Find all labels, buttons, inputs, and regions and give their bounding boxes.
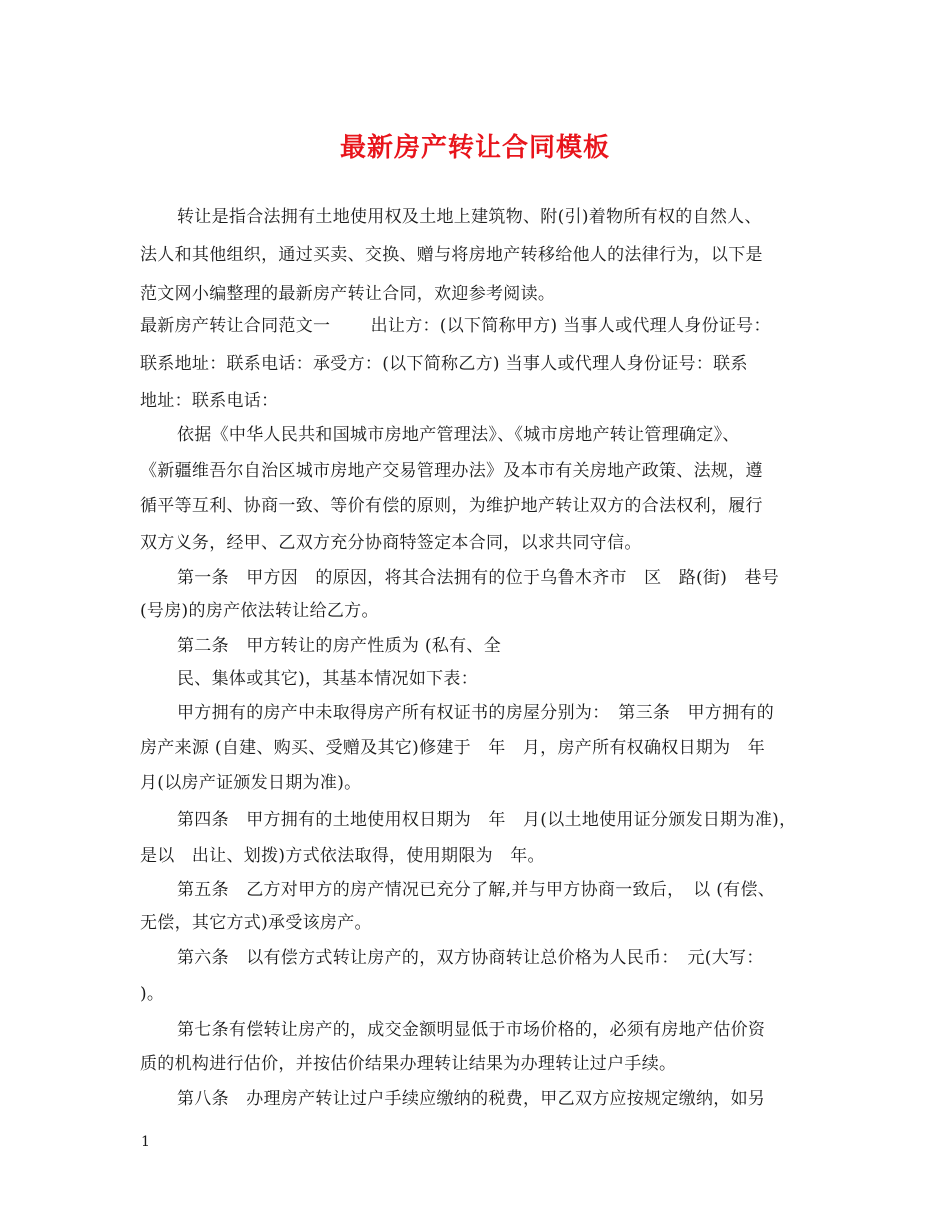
body-line: 范文网小编整理的最新房产转让合同，欢迎参考阅读。	[140, 284, 556, 304]
body-line: 第八条 办理房产转让过户手续应缴纳的税费，甲乙双方应按规定缴纳，如另	[177, 1089, 766, 1109]
body-line: 《新疆维吾尔自治区城市房地产交易管理办法》及本市有关房地产政策、法规，遵	[140, 461, 763, 481]
body-line: 第二条 甲方转让的房产性质为 (私有、全	[177, 636, 502, 656]
body-line: 第五条 乙方对甲方的房产情况已充分了解,并与甲方协商一致后， 以 (有偿、	[177, 880, 776, 900]
body-line: 月(以房产证颁发日期为准)。	[140, 773, 362, 793]
body-line: 转让是指合法拥有土地使用权及土地上建筑物、附(引)着物所有权的自然人、	[177, 207, 762, 227]
body-line: 是以 出让、划拨)方式依法取得，使用期限为 年。	[140, 846, 545, 866]
body-line: 民、集体或其它)，其基本情况如下表：	[177, 669, 479, 689]
body-line: 双方义务，经甲、乙双方充分协商特签定本合同，以求共同守信。	[140, 533, 642, 553]
body-line: 质的机构进行估价，并按估价结果办理转让结果为办理转让过户手续。	[140, 1054, 677, 1074]
body-line: 循平等互利、协商一致、等价有偿的原则，为维护地产转让双方的合法权利，履行	[140, 496, 763, 516]
body-line: 联系地址：联系电话：承受方：(以下简称乙方) 当事人或代理人身份证号：联系	[140, 354, 748, 374]
document-title: 最新房产转让合同模板	[339, 133, 610, 163]
body-line: (号房)的房产依法转让给乙方。	[140, 601, 379, 621]
body-line: 房产来源 (自建、购买、受赠及其它)修建于 年 月，房产所有权确权日期为 年	[140, 738, 766, 758]
body-line: 第一条 甲方因 的原因，将其合法拥有的位于乌鲁木齐市 区 路(街) 巷号	[177, 568, 780, 588]
body-line: 第四条 甲方拥有的土地使用权日期为 年 月(以土地使用证分颁发日期为准)，	[177, 810, 797, 830]
body-line: 第六条 以有偿方式转让房产的，双方协商转让总价格为人民币： 元(大写：	[177, 948, 764, 968]
body-line: 甲方拥有的房产中未取得房产所有权证书的房屋分别为： 第三条 甲方拥有的	[177, 703, 774, 723]
page-number: 1	[141, 1134, 150, 1150]
body-line: 第七条有偿转让房产的，成交金额明显低于市场价格的，必须有房地产估价资	[177, 1020, 766, 1040]
body-line: 最新房产转让合同范文一 出让方：(以下简称甲方) 当事人或代理人身份证号：	[140, 316, 771, 336]
body-line: 法人和其他组织，通过买卖、交换、赠与将房地产转移给他人的法律行为，以下是	[140, 245, 763, 265]
body-line: 无偿，其它方式)承受该房产。	[140, 913, 372, 933]
body-line: )。	[140, 984, 165, 1004]
body-line: 地址：联系电话：	[140, 391, 279, 411]
body-line: 依据《中华人民共和国城市房地产管理法》、《城市房地产转让管理确定》、	[177, 425, 740, 445]
